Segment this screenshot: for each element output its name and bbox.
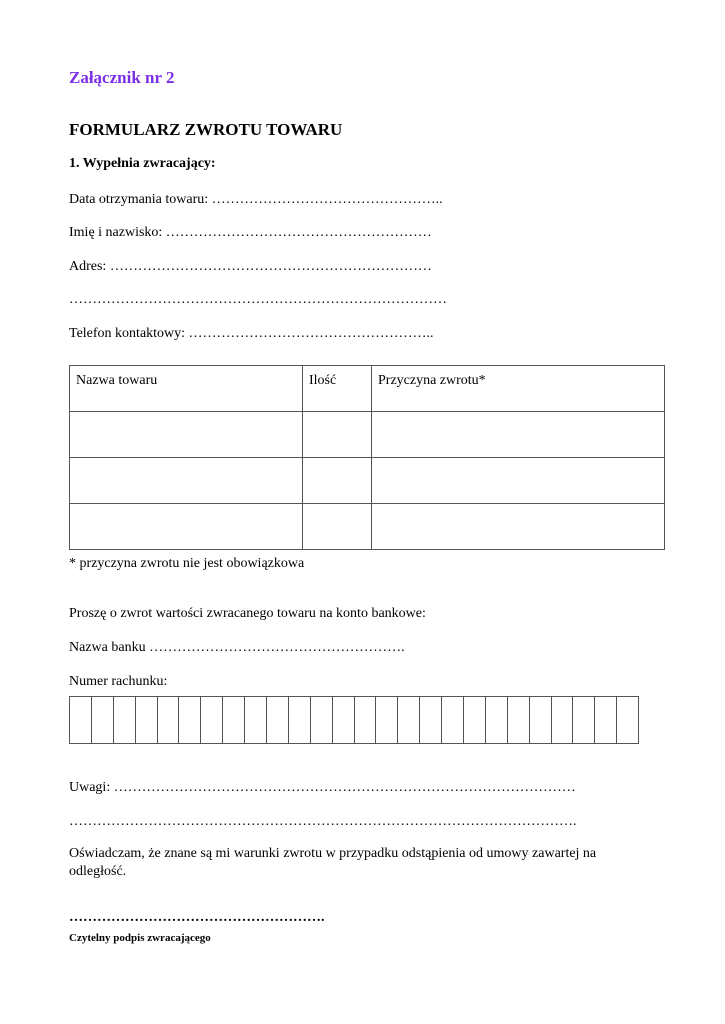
account-digit-box[interactable] <box>595 697 617 743</box>
account-digit-box[interactable] <box>114 697 136 743</box>
account-digit-box[interactable] <box>552 697 574 743</box>
address-line2-field[interactable]: ……………………………………………………………………… <box>69 292 447 307</box>
header-quantity: Ilość <box>303 366 372 412</box>
account-digit-box[interactable] <box>311 697 333 743</box>
account-digit-box[interactable] <box>464 697 486 743</box>
withdrawal-statement: Oświadczam, że znane są mi warunki zwrotu w przypadku odstąpienia od umowy zawartej na odległość. <box>69 846 597 879</box>
account-digit-box[interactable] <box>573 697 595 743</box>
account-digit-box[interactable] <box>398 697 420 743</box>
phone-field[interactable]: Telefon kontaktowy: …………………………………………….. <box>69 326 434 341</box>
account-digit-box[interactable] <box>289 697 311 743</box>
table-row <box>70 412 665 458</box>
account-digit-box[interactable] <box>136 697 158 743</box>
receive-date-field[interactable]: Data otrzymania towaru: ………………………………………….. <box>69 192 443 207</box>
header-item-name: Nazwa towaru <box>70 366 303 412</box>
account-digit-box[interactable] <box>486 697 508 743</box>
item-name-cell[interactable] <box>70 412 303 458</box>
items-table <box>69 365 665 550</box>
annex-label: Załącznik nr 2 <box>69 68 175 87</box>
remarks-line2-field[interactable]: ………………………………………………………………………………………………. <box>69 814 577 829</box>
reason-cell[interactable] <box>372 412 665 458</box>
quantity-cell[interactable] <box>303 504 372 550</box>
account-digit-box[interactable] <box>333 697 355 743</box>
item-name-cell[interactable] <box>70 504 303 550</box>
account-digit-box[interactable] <box>179 697 201 743</box>
account-digit-box[interactable] <box>201 697 223 743</box>
account-digit-box[interactable] <box>92 697 114 743</box>
quantity-cell[interactable] <box>303 412 372 458</box>
form-title: FORMULARZ ZWROTU TOWARU <box>69 120 343 139</box>
account-digit-box[interactable] <box>158 697 180 743</box>
bank-name-field[interactable]: Nazwa banku ………………………………………………. <box>69 640 405 655</box>
account-digit-box[interactable] <box>355 697 377 743</box>
item-name-cell[interactable] <box>70 458 303 504</box>
table-header-row <box>70 366 665 412</box>
account-number-boxes[interactable] <box>69 696 639 744</box>
reason-footnote: * przyczyna zwrotu nie jest obowiązkowa <box>69 556 305 571</box>
address-field[interactable]: Adres: …………………………………………………………… <box>69 259 432 274</box>
table-row <box>70 458 665 504</box>
account-digit-box[interactable] <box>267 697 289 743</box>
account-digit-box[interactable] <box>70 697 92 743</box>
account-digit-box[interactable] <box>245 697 267 743</box>
account-digit-box[interactable] <box>376 697 398 743</box>
account-digit-box[interactable] <box>617 697 638 743</box>
name-field[interactable]: Imię i nazwisko: ………………………………………………… <box>69 225 432 240</box>
table-row <box>70 504 665 550</box>
reason-cell[interactable] <box>372 504 665 550</box>
signature-label: Czytelny podpis zwracającego <box>69 932 211 944</box>
signature-line[interactable]: ………………………………………………. <box>69 910 325 925</box>
account-digit-box[interactable] <box>530 697 552 743</box>
section-heading: 1. Wypełnia zwracający: <box>69 156 216 171</box>
account-number-label: Numer rachunku: <box>69 674 168 689</box>
remarks-field[interactable]: Uwagi: ……………………………………………………………………………………… <box>69 780 576 795</box>
quantity-cell[interactable] <box>303 458 372 504</box>
reason-cell[interactable] <box>372 458 665 504</box>
account-digit-box[interactable] <box>508 697 530 743</box>
account-digit-box[interactable] <box>442 697 464 743</box>
account-digit-box[interactable] <box>223 697 245 743</box>
refund-request-text: Proszę o zwrot wartości zwracanego towaru na konto bankowe: <box>69 606 426 621</box>
account-digit-box[interactable] <box>420 697 442 743</box>
header-reason: Przyczyna zwrotu* <box>372 366 665 412</box>
